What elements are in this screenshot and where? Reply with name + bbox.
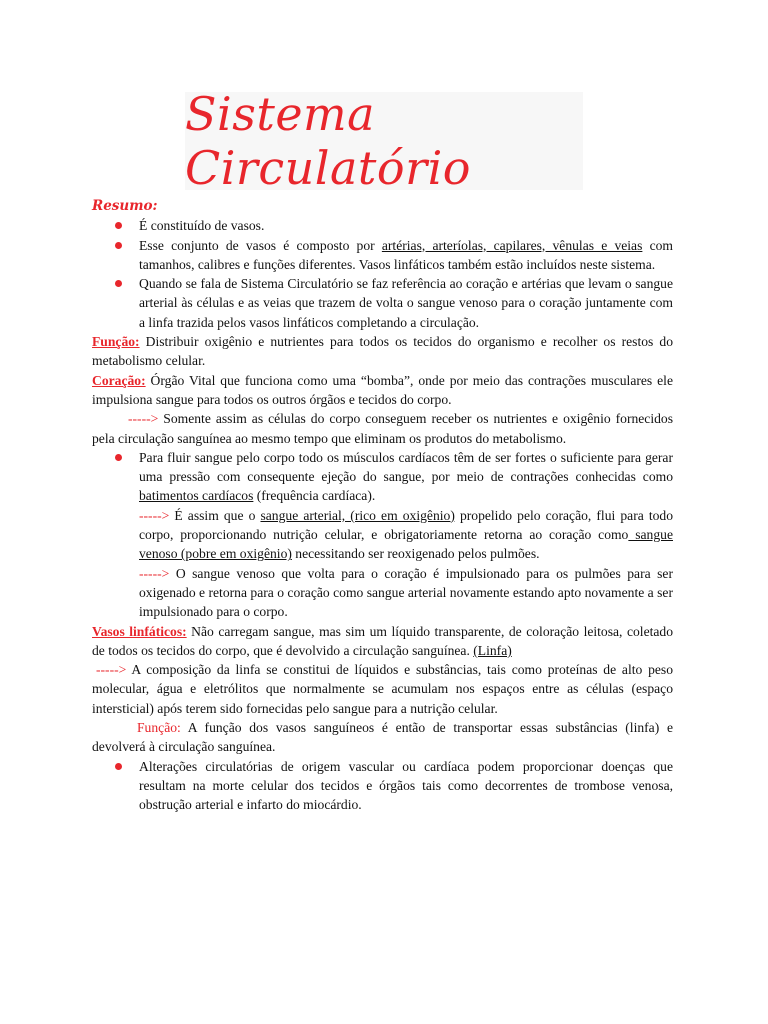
funcao2-paragraph	[92, 718, 673, 757]
coracao-label: Coração:	[92, 372, 146, 388]
underlined-term: artérias, arteríolas, capilares, vênulas e veias	[381, 237, 643, 253]
underlined-term: sangue venoso (pobre em oxigênio)	[139, 527, 673, 562]
funcao-label: Função:	[92, 334, 140, 350]
sub-arrow-text: necessitando ser reoxigenado pelos pulmões.	[291, 546, 540, 562]
list-item	[92, 236, 673, 275]
list-item-text: É constituído de vasos.	[139, 218, 265, 234]
disease-list	[92, 757, 673, 815]
linfa-term: (Linfa)	[473, 642, 512, 658]
list-item	[92, 216, 673, 235]
underlined-term: sangue arterial, (rico em oxigênio)	[260, 507, 455, 523]
sub-arrow-text: propelido pelo coração, flui para todo corpo, proporcionando nutrição celular, e obrigatoriamente retorna ao coração como	[139, 507, 674, 543]
page-title: Sistema Circulatório	[185, 87, 471, 195]
list-item-text: Alterações circulatórias de origem vascular ou cardíaca podem proporcionar doenças que resultam na morte celular dos tecidos e órgãos tais como decorrentes de trombose venosa, obstrução arterial e infarto do miocárdio.	[139, 758, 673, 813]
arrow-marker: ----->	[96, 662, 127, 678]
arrow-marker: ----->	[128, 411, 159, 427]
title-banner	[185, 87, 583, 195]
resumo-list	[92, 216, 673, 332]
list-item	[92, 448, 673, 506]
document-body	[92, 196, 673, 815]
arrow-note-text: A composição da linfa se constitui de líquidos e substâncias, tais como proteínas de alto peso molecular, água e eletrólitos que normalmente se acumulam nos espaços entre as células (espaço intersticial) após terem sido fornecidas pelo sangue para a nutrição celular.	[92, 662, 673, 716]
funcao2-text: A função dos vasos sanguíneos é então de transportar essas substâncias (linfa) e devolverá à circulação sanguínea.	[92, 720, 673, 755]
funcao2-label: Função:	[137, 720, 181, 736]
list-item-text: (frequência cardíaca).	[253, 488, 376, 504]
list-item-text: Para fluir sangue pelo corpo todo os músculos cardíacos têm de ser fortes o suficiente para gerar uma pressão com consequente ejeção do sangue, por meio de contrações conhecidas como	[139, 449, 673, 485]
list-item-text: Esse conjunto de vasos é composto por	[139, 237, 382, 253]
funcao-paragraph	[92, 332, 673, 371]
vasos-text: Não carregam sangue, mas sim um líquido transparente, de coloração leitosa, coletado de todos os tecidos do corpo, que é devolvido a circulação sanguínea.	[92, 623, 674, 658]
list-item-text: com tamanhos, calibres e funções diferentes. Vasos linfáticos também estão incluídos neste sistema.	[139, 237, 673, 272]
arrow-note-paragraph	[92, 409, 673, 448]
sub-arrow-paragraph	[92, 564, 673, 622]
resumo-heading	[92, 196, 673, 216]
coracao-text: Órgão Vital que funciona como uma “bomba”, onde por meio das contrações musculares ele impulsiona sangue para todos os outros órgãos e tecidos do corpo.	[92, 372, 673, 407]
vasos-paragraph	[92, 622, 673, 661]
resumo-label: Resumo:	[92, 198, 158, 214]
coracao-paragraph	[92, 371, 673, 410]
funcao-text: Distribuir oxigênio e nutrientes para todos os tecidos do organismo e recolher os restos do metabolismo celular.	[92, 334, 673, 369]
sub-arrow-paragraph	[92, 506, 673, 564]
sub-arrow-text: É assim que o	[169, 507, 261, 523]
heart-list	[92, 448, 673, 506]
list-item	[92, 757, 673, 815]
underlined-term: batimentos cardíacos	[139, 488, 254, 504]
vasos-label: Vasos linfáticos:	[92, 623, 187, 639]
arrow-marker: ----->	[139, 507, 170, 523]
sub-arrow-text: O sangue venoso que volta para o coração é impulsionado para os pulmões para ser oxigenado e retorna para o coração como sangue arterial novamente estando apto novamente a ser impulsionado para o corpo.	[139, 565, 673, 620]
arrow-note-text: Somente assim as células do corpo conseguem receber os nutrientes e oxigênio fornecidos pela circulação sanguínea ao mesmo tempo que eliminam os produtos do metabolismo.	[92, 411, 673, 446]
arrow-marker: ----->	[139, 565, 170, 581]
list-item	[92, 274, 673, 332]
arrow-note-paragraph	[92, 660, 673, 718]
list-item-text: Quando se fala de Sistema Circulatório se faz referência ao coração e artérias que levam o sangue arterial às células e as veias que trazem de volta o sangue venoso para o coração juntamente com a linfa trazida pelos vasos linfáticos completando a circulação.	[139, 276, 673, 330]
